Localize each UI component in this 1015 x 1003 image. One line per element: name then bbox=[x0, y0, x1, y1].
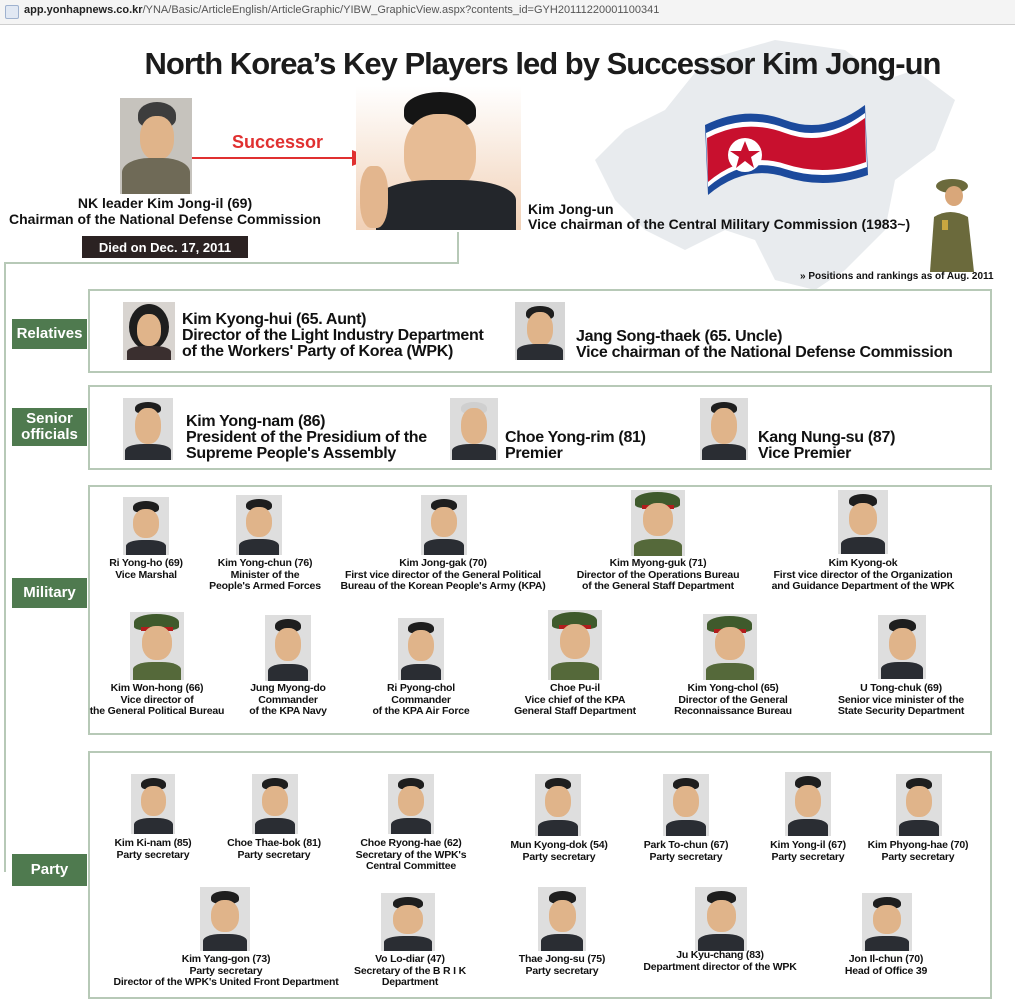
relative-2-line2: Vice chairman of the National Defense Commission bbox=[576, 344, 953, 361]
tree-top-line bbox=[4, 262, 459, 264]
relative-1-line2: Director of the Light Industry Department bbox=[182, 327, 484, 344]
party-6-line2: Party secretary bbox=[771, 850, 845, 863]
party-photo-1 bbox=[131, 774, 175, 834]
party-9-line2: Secretary of the B R I K bbox=[354, 964, 466, 977]
military-2-line2: Minister of the bbox=[230, 568, 300, 581]
party-photo-7 bbox=[896, 774, 942, 836]
section-tag-military: Military bbox=[12, 578, 87, 608]
military-3-line3: Bureau of the Korean People's Army (KPA) bbox=[340, 580, 546, 592]
kim-jong-un-photo bbox=[356, 86, 521, 230]
military-11-line3: State Security Department bbox=[837, 705, 965, 717]
senior-3-name: Kang Nung-su (87) bbox=[758, 429, 896, 446]
relative-2-text bbox=[576, 329, 953, 361]
relative-1-text bbox=[182, 312, 484, 360]
party-12-line2: Head of Office 39 bbox=[844, 964, 928, 977]
successor-label: Successor bbox=[232, 132, 324, 152]
section-tag-relatives: Relatives bbox=[12, 319, 87, 349]
party-photo-9 bbox=[381, 893, 435, 951]
military-6-name: Kim Won-hong (66) bbox=[110, 682, 204, 694]
url-text[interactable] bbox=[24, 4, 659, 16]
soldier-figure bbox=[920, 172, 980, 272]
military-caption-11 bbox=[751, 683, 1015, 718]
party-photo-10 bbox=[538, 887, 586, 951]
relative-photo-1 bbox=[123, 302, 175, 360]
relative-1-line3: of the Workers' Party of Korea (WPK) bbox=[182, 343, 453, 360]
military-6-line3: the General Political Bureau bbox=[89, 705, 225, 717]
military-4-line2: Director of the Operations Bureau bbox=[576, 568, 740, 581]
party-3-name: Choe Ryong-hae (62) bbox=[360, 837, 462, 849]
party-5-line2: Party secretary bbox=[649, 850, 723, 863]
military-2-name: Kim Yong-chun (76) bbox=[217, 557, 313, 569]
party-7-name: Kim Phyong-hae (70) bbox=[867, 839, 969, 851]
party-8-name: Kim Yang-gon (73) bbox=[181, 953, 271, 965]
party-12-name: Jon Il-chun (70) bbox=[848, 953, 924, 965]
kim-jong-il-name: NK leader Kim Jong-il (69) bbox=[77, 195, 253, 211]
north-korea-flag-icon bbox=[700, 95, 870, 200]
party-4-name: Mun Kyong-dok (54) bbox=[510, 839, 608, 851]
military-photo-5 bbox=[838, 490, 888, 554]
military-7-line2: Commander bbox=[258, 693, 318, 706]
relative-photo-2 bbox=[515, 302, 565, 360]
military-4-name: Kim Myong-guk (71) bbox=[609, 557, 707, 569]
military-8-name: Ri Pyong-chol bbox=[387, 682, 455, 694]
party-9-name: Vo Lo-diar (47) bbox=[375, 953, 445, 965]
senior-3-line2: Vice Premier bbox=[758, 445, 852, 462]
military-photo-7 bbox=[265, 615, 311, 681]
military-5-line2: First vice director of the Organization bbox=[773, 568, 953, 581]
military-photo-9 bbox=[548, 610, 602, 680]
military-9-line2: Vice chief of the KPA bbox=[524, 693, 626, 706]
military-8-line2: Commander bbox=[391, 693, 451, 706]
military-2-line3: People's Armed Forces bbox=[209, 580, 321, 592]
kim-jong-il-caption bbox=[0, 195, 330, 227]
kim-jong-un-caption bbox=[528, 202, 910, 232]
kim-jong-il-position: Chairman of the National Defense Commission bbox=[9, 211, 321, 227]
senior-1-name: Kim Yong-nam (86) bbox=[186, 413, 326, 430]
senior-1-line2: President of the Presidium of the bbox=[186, 429, 427, 446]
party-5-name: Park To-chun (67) bbox=[643, 839, 729, 851]
tree-kju-line bbox=[457, 232, 459, 264]
party-photo-12 bbox=[862, 893, 912, 951]
party-10-name: Thae Jong-su (75) bbox=[518, 953, 606, 965]
military-10-line2: Director of the General bbox=[678, 693, 788, 706]
military-photo-4 bbox=[631, 490, 685, 556]
section-tag-senior-officials bbox=[12, 408, 87, 446]
kim-jong-il-photo bbox=[120, 98, 192, 194]
military-5-line3: and Guidance Department of the WPK bbox=[771, 580, 955, 592]
military-10-line3: Reconnaissance Bureau bbox=[674, 705, 792, 717]
military-1-line2: Vice Marshal bbox=[115, 568, 177, 581]
party-caption-7 bbox=[768, 840, 1015, 863]
military-3-name: Kim Jong-gak (70) bbox=[399, 557, 487, 569]
military-5-name: Kim Kyong-ok bbox=[828, 557, 898, 569]
party-8-line2: Party secretary bbox=[189, 964, 263, 977]
party-4-line2: Party secretary bbox=[522, 850, 596, 863]
party-1-name: Kim Ki-nam (85) bbox=[114, 837, 192, 849]
section-tag-senior-officials-label: Senior officials bbox=[21, 410, 78, 443]
page-icon bbox=[5, 5, 19, 19]
senior-2-line2: Premier bbox=[505, 445, 563, 462]
party-2-name: Choe Thae-bok (81) bbox=[227, 837, 321, 849]
senior-3-text bbox=[758, 430, 895, 462]
party-photo-8 bbox=[200, 887, 250, 951]
military-11-line2: Senior vice minister of the bbox=[838, 693, 964, 706]
senior-photo-3 bbox=[700, 398, 748, 460]
party-photo-5 bbox=[663, 774, 709, 836]
senior-2-name: Choe Yong-rim (81) bbox=[505, 429, 646, 446]
party-photo-3 bbox=[388, 774, 434, 834]
military-8-line3: of the KPA Air Force bbox=[372, 705, 470, 717]
military-7-line3: of the KPA Navy bbox=[249, 705, 327, 717]
positions-note-text: Positions and rankings as of Aug. 2011 bbox=[808, 271, 994, 282]
kim-jong-un-position: Vice chairman of the Central Military Commission (1983~) bbox=[528, 216, 911, 232]
military-photo-6 bbox=[130, 612, 184, 680]
party-3-line2: Secretary of the WPK's bbox=[355, 848, 467, 861]
party-11-name: Ju Kyu-chang (83) bbox=[676, 949, 764, 961]
senior-2-text bbox=[505, 430, 646, 462]
military-6-line2: Vice director of bbox=[120, 693, 194, 706]
page-title: North Korea’s Key Players led by Successor Kim Jong-un bbox=[144, 46, 941, 81]
party-photo-11 bbox=[695, 887, 747, 951]
party-photo-2 bbox=[252, 774, 298, 834]
military-photo-11 bbox=[878, 615, 926, 679]
successor-arrow bbox=[192, 148, 374, 168]
military-photo-1 bbox=[123, 497, 169, 555]
senior-1-text bbox=[186, 414, 427, 462]
military-4-line3: of the General Staff Department bbox=[582, 580, 734, 592]
military-11-name: U Tong-chuk (69) bbox=[860, 682, 942, 694]
section-tag-party: Party bbox=[12, 854, 87, 886]
party-photo-6 bbox=[785, 772, 831, 836]
military-9-line3: General Staff Department bbox=[514, 705, 636, 717]
died-badge: Died on Dec. 17, 2011 bbox=[82, 236, 248, 258]
party-11-line2: Department director of the WPK bbox=[643, 960, 797, 973]
party-caption-12 bbox=[736, 954, 1015, 977]
party-1-line2: Party secretary bbox=[116, 848, 190, 861]
military-photo-2 bbox=[236, 495, 282, 555]
party-3-line3: Central Committee bbox=[366, 860, 456, 872]
party-8-line3: Director of the WPK's United Front Department bbox=[113, 976, 339, 988]
military-7-name: Jung Myong-do bbox=[250, 682, 326, 694]
military-photo-8 bbox=[398, 618, 444, 680]
kim-jong-un-name: Kim Jong-un bbox=[528, 201, 614, 217]
senior-photo-1 bbox=[123, 398, 173, 460]
positions-note: » Positions and rankings as of Aug. 2011 bbox=[800, 271, 994, 282]
military-10-name: Kim Yong-chol (65) bbox=[687, 682, 779, 694]
military-photo-10 bbox=[703, 614, 757, 680]
military-1-name: Ri Yong-ho (69) bbox=[109, 557, 183, 569]
address-bar[interactable] bbox=[0, 0, 1015, 25]
military-photo-3 bbox=[421, 495, 467, 555]
senior-1-line3: Supreme People's Assembly bbox=[186, 445, 397, 462]
senior-photo-2 bbox=[450, 398, 498, 460]
military-9-name: Choe Pu-il bbox=[550, 682, 600, 694]
party-10-line2: Party secretary bbox=[525, 964, 599, 977]
url-path: /YNA/Basic/ArticleEnglish/ArticleGraphic/YIBW_GraphicView.aspx?contents_id=GYH20111220001100341 bbox=[142, 4, 660, 16]
military-caption-5 bbox=[713, 558, 1013, 593]
party-2-line2: Party secretary bbox=[237, 848, 311, 861]
relative-1-name: Kim Kyong-hui (65. Aunt) bbox=[182, 311, 367, 328]
military-3-line2: First vice director of the General Political bbox=[344, 568, 541, 581]
party-photo-4 bbox=[535, 774, 581, 836]
relative-2-name: Jang Song-thaek (65. Uncle) bbox=[576, 328, 783, 345]
party-6-name: Kim Yong-il (67) bbox=[770, 839, 846, 851]
url-host: app.yonhapnews.co.kr bbox=[24, 4, 143, 16]
party-9-line3: Department bbox=[381, 976, 439, 988]
party-7-line2: Party secretary bbox=[881, 850, 955, 863]
